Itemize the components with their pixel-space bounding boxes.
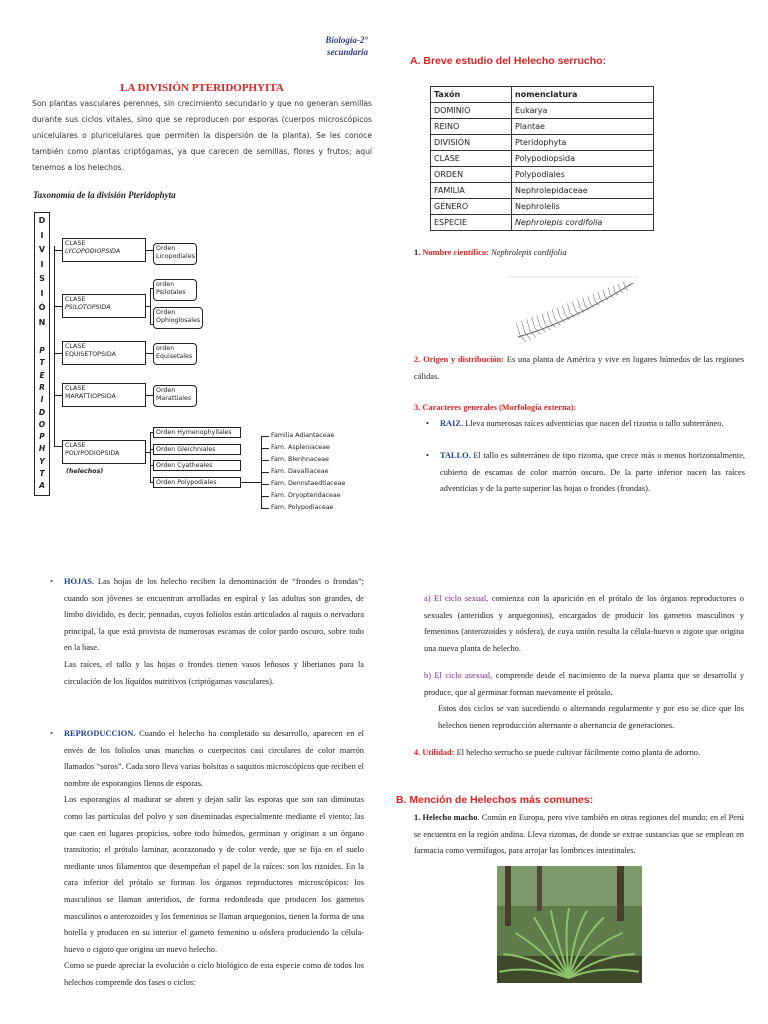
fern-leaflet xyxy=(516,323,520,335)
reproduccion-label: REPRODUCCION. xyxy=(64,729,136,738)
origin-text: Es una planta de América y vive en lugares húmedos de las regiones cálidas. xyxy=(414,355,745,381)
raiz-label: RAIZ. xyxy=(440,419,464,428)
family-item: Fam. Aspleniaceae xyxy=(271,444,330,451)
hojas-label: HOJAS. xyxy=(64,577,95,586)
intro-paragraph: Son plantas vasculares perennes, sin crecimiento secundario y que no generan semillas durante sus ciclos vitales, sino que se reproducen por esporas (cuerpos microscópicos unicelulares o pluricelulares que permiten la dispersión de la planta). Se les conoce también como plantas criptógamas, ya que carecen de semillas, flores y frutos; aquí tenemos a los helechos. xyxy=(32,99,372,172)
ciclo-asexual-text-2: Estos dos ciclos se van sucediendo o alternando regularmente y por eso se dice que los helechos tienen reproducción alternante o alternancia de generaciones. xyxy=(438,704,744,730)
table-cell: Nephrolepidaceae xyxy=(512,183,654,199)
table-cell: REINO xyxy=(431,119,512,135)
division-letter: Ó xyxy=(38,303,46,312)
order-box: Orden Gleichniales xyxy=(153,444,241,455)
bullet-icon: • xyxy=(50,577,53,586)
division-letter: V xyxy=(38,245,46,254)
ciclo-sexual-block xyxy=(424,591,744,657)
table-row xyxy=(431,199,654,215)
tallo-block xyxy=(426,448,745,498)
family-item: Fam. Polypodiaceae xyxy=(271,504,334,511)
division-letter: N xyxy=(38,317,46,327)
pteridophyta-letter: Y xyxy=(39,456,45,466)
header-grade: secundaria xyxy=(326,47,368,57)
item-utility: 4. Utilidad: El helecho serrucho se puede cultivar fácilmente como planta de adorno. xyxy=(414,748,701,757)
table-row xyxy=(431,167,654,183)
fern-leaflet xyxy=(547,311,550,321)
taxonomy-title: Taxonomía de la división Pteridophyta xyxy=(33,190,176,200)
pteridophyta-letter: E xyxy=(39,370,45,380)
pteridophyta-letter: P xyxy=(39,346,45,355)
table-header-cell: Taxón xyxy=(431,87,512,103)
item-label: Caracteres generales (Morfología externa): xyxy=(422,403,577,412)
fern-leaflet xyxy=(572,302,575,311)
utility-text: El helecho serrucho se puede cultivar fácilmente como planta de adorno. xyxy=(456,748,701,757)
ciclo-asexual-text: comprende desde el nacimiento de la nueva planta que se desarrolla y produce, que al germinar forman nuevamente el prótalo. xyxy=(424,671,745,697)
fern-leaflet xyxy=(542,313,545,323)
fern-leaflet xyxy=(567,303,570,312)
order-box: orden Equisetales xyxy=(153,343,197,365)
table-row xyxy=(431,151,654,167)
tallo-text: El tallo es subterráneo de tipo rizoma, que crece más o menos horizontalmente, cubierto de escamas de color marrón oscuro. De la parte inferior nacen las raíces adventicias y de la parte superior las hojas o frondes (frondas). xyxy=(440,451,745,494)
raiz-text: Lleva numerosas raíces adventicias que nacen del rizoma o tallo subterráneo. xyxy=(465,419,724,428)
pteridophyta-letter: H xyxy=(38,444,46,454)
ciclo-sexual-label: a) El ciclo sexual, xyxy=(424,594,489,603)
family-item: Fam. Dryopteridaceae xyxy=(271,492,341,499)
class-label: CLASE xyxy=(65,385,86,392)
family-item: Fam. Blenhnaceae xyxy=(271,456,329,463)
class-label: CLASE xyxy=(65,296,86,303)
table-cell: Eukarya xyxy=(512,103,654,119)
table-cell: DIVISIÓN xyxy=(431,135,512,151)
ciclo-asexual-block xyxy=(424,668,744,734)
fern-leaflet xyxy=(562,305,565,314)
hojas-text-2: Las raíces, el tallo y las hojas o frondes tienen vasos leñosos y liberianos para la circulación de los líquidos nutritivos (criptógamas vasculares). xyxy=(64,659,364,686)
fern-leaflet xyxy=(598,292,600,299)
table-cell: GÉNERO xyxy=(431,199,512,215)
helecho-macho-label: Helecho macho xyxy=(422,813,478,822)
fern-leaflet xyxy=(603,290,605,297)
fern-leaflet xyxy=(527,319,530,330)
division-letter: I xyxy=(40,230,44,240)
family-item: Fam. Davalliaceae xyxy=(271,468,329,475)
table-cell: Plantae xyxy=(512,119,654,135)
item-characteristics: 3. Caracteres generales (Morfología externa): xyxy=(414,403,577,412)
order-box: Orden Hymenophyllales xyxy=(153,427,241,438)
reproduccion-text: Cuando el helecho ha completado su desarrollo, aparecen en el envés de los foliolos unas manchas o cuerpecitos casi circulares de color marrón llamados “soros”. Cada soro lleva varias bolsitas o saquitos microscópicos que reciben el nombre de esporangios llenos de esporas. xyxy=(64,729,365,788)
table-cell: FAMILIA xyxy=(431,183,512,199)
table-row xyxy=(431,135,654,151)
order-box: orden Psilotales xyxy=(153,279,197,301)
page-title: LA DIVISIÓN PTERIDOPHYITA xyxy=(120,82,284,94)
fern-leaflet xyxy=(593,294,595,301)
item-origin: 2. Origen y distribución: Es una planta de América y vive en lugares húmedos de las regiones cálidas. xyxy=(414,355,745,381)
table-cell: Pteridophyta xyxy=(512,135,654,151)
pteridophyta-letter: R xyxy=(39,382,45,392)
pteridophyta-letter: T xyxy=(39,469,45,478)
class-box-psilotopsida xyxy=(62,294,146,318)
class-label: CLASE xyxy=(65,442,86,449)
fern-leaflet xyxy=(618,284,620,290)
helecho-macho-block: 1. Helecho macho. Común en Europa, pero vive también en otras regiones del mundo; en el Perú se encuentra en la región andina. Lleva rizomas, de donde se extrae sustancias que se emplean en farmacia como vermífugos, para arrojar las lombrices intestinales. xyxy=(414,813,744,856)
division-letter: I xyxy=(40,288,44,298)
item-scientific-name: 1. Nombre científico: Nephrolepis cordifolia xyxy=(414,248,567,257)
pteridophyta-letter: D xyxy=(38,407,46,417)
family-item: Fam. Dennstaedtiaceae xyxy=(271,480,346,487)
order-box: Orden Polypodiales xyxy=(153,477,241,488)
hojas-block xyxy=(50,574,364,690)
bullet-icon: • xyxy=(50,729,53,738)
table-cell: Nephrolelis xyxy=(512,199,654,215)
fern-photo xyxy=(497,866,642,983)
table-cell: ESPECIE xyxy=(431,215,512,231)
table-cell: CLASE xyxy=(431,151,512,167)
reproduccion-text-2: Los esporangios al madurar se abren y dejan salir las esporas que son tan diminutas como las partículas del polvo y son diseminadas especialmente mediante el viento; las que caen en lugares propicios, sobre todo húmedos, germinan y originan a un órgano transitorio; el prótalo laminar, acorazonado y de color verde, que se fija en el suelo mediante unos filamentos que desempeñan el papel de la raíces: son los rizoides. En la cara inferior del prótalo se forman los órganos reproductores microscópicos: los masculinos se llaman anteridios, de forma redondeada que producen los gametos masculinos o anterozoides y los femeninos se llaman arquegonios, tienen la forma de una botella y producen en su interior el gameto femenino u oósfera produciendo la célula-huevo o cigoto que origina un nuevo helecho. xyxy=(64,795,364,954)
item-label: Nombre científico: xyxy=(422,248,489,257)
order-box: Orden Licopodiales xyxy=(153,243,197,265)
pteridophyta-letter: I xyxy=(40,395,44,405)
table-row xyxy=(431,183,654,199)
fern-leaflet xyxy=(625,287,628,290)
fern-leaflet xyxy=(623,282,625,287)
fern-leaflet xyxy=(552,309,555,319)
table-header-cell: nomenclatura xyxy=(512,87,654,103)
pteridophyta-letter: T xyxy=(39,358,45,368)
class-box-lycopodiopsida xyxy=(62,238,146,262)
section-b-title: B. Mención de Helechos más comunes: xyxy=(396,794,594,806)
class-label: CLASE xyxy=(65,343,86,350)
section-a-title: A. Breve estudio del Helecho serrucho: xyxy=(410,55,607,67)
class-label: CLASE xyxy=(65,240,86,247)
helecho-macho-text: . Común en Europa, pero vive también en otras regiones del mundo; en el Perú se encuentra en la región andina. Lleva rizomas, de donde se extrae sustancias que se emplean en farmacia como vermífugos, para arrojar las lombrices intestinales. xyxy=(414,813,744,856)
fern-leaflet xyxy=(557,307,560,316)
order-box: Orden Cyatheales xyxy=(153,460,241,471)
ciclo-sexual-text: comienza con la aparición en el prótalo de los órganos reproductores o sexuales (anteridios y arquegonios), encargados de producir los gametos masculinos y femeninos (anterozoides y oósfera), de cuya unión resulta la célula-huevo o zigote que origina una nueva planta de helecho. xyxy=(424,594,744,653)
header-tag xyxy=(306,34,368,58)
division-letter: I xyxy=(40,259,44,269)
class-note: (helechos) xyxy=(66,468,104,475)
class-name: LYCOPODIOPSIDA xyxy=(65,248,121,255)
pteridophyta-letter: P xyxy=(39,432,45,442)
fern-leaflet xyxy=(521,321,525,333)
table-cell: Nephrolepis cordifolia xyxy=(512,215,654,231)
order-box: Orden Marattiales xyxy=(153,385,197,407)
fern-illustration xyxy=(508,275,638,343)
fern-leaflet xyxy=(578,300,580,308)
class-name: EQUISETOPSIDA xyxy=(65,351,116,358)
item-label: Origen y distribución: xyxy=(423,355,505,364)
pteridophyta-letter: O xyxy=(38,419,46,429)
table-row xyxy=(431,119,654,135)
fern-leaflet xyxy=(583,298,585,306)
header-subject: Biología-2° xyxy=(325,35,368,45)
division-letter: S xyxy=(39,274,45,283)
fern-leaflet xyxy=(613,286,615,292)
fern-leaflet xyxy=(608,288,610,294)
table-row xyxy=(431,103,654,119)
item-label: Utilidad: xyxy=(422,748,455,757)
reproduccion-block xyxy=(50,726,365,992)
class-name: POLYPODIOPSIDA xyxy=(65,450,120,457)
table-row xyxy=(431,215,654,231)
table-cell: DOMINIO xyxy=(431,103,512,119)
table-cell: Polypodiopsida xyxy=(512,151,654,167)
order-box: Orden Ophioglosales xyxy=(153,307,203,329)
pteridophyta-letter: A xyxy=(39,481,45,491)
tallo-label: TALLO. xyxy=(440,451,471,460)
scientific-name: Nephrolepis cordifolia xyxy=(491,248,567,257)
reproduccion-text-3: Como se puede apreciar la evolución o ciclo biológico de esta especie como de todos los helechos comprende dos fases o ciclos: xyxy=(64,961,364,987)
fern-leaflet xyxy=(588,296,590,304)
class-name: MARATTIOPSIDA xyxy=(65,393,116,400)
hojas-text: Las hojas de los helecho reciben la denominación de “frondes o frondas”; cuando son jóvenes se encuentran arrolladas en espiral y las adultas son grandes, de limbo dividido, es decir, pennadas, cuyos foliolos están articulados al raquis o nervadura principal, la que está provista de numerosas escamas de color pardo oscuro, sobre todo en la base. xyxy=(64,577,364,653)
class-box-polypodiopsida xyxy=(62,440,146,464)
class-name: PSILOTOPSIDA xyxy=(65,304,111,311)
ciclo-asexual-label: b) El ciclo asexual, xyxy=(424,671,493,680)
taxonomy-diagram xyxy=(26,206,376,511)
fern-leaflet xyxy=(520,335,526,342)
table-cell: ORDEN xyxy=(431,167,512,183)
class-box-equisetopsida xyxy=(62,341,146,365)
bullet-icon: • xyxy=(426,451,429,460)
raiz-block xyxy=(426,416,745,433)
fern-leaflet xyxy=(532,317,535,328)
family-item: Familia Adiantaceae xyxy=(271,432,335,439)
division-letter: D xyxy=(38,216,46,225)
class-box-marattiopsida xyxy=(62,383,146,407)
table-cell: Polypodiales xyxy=(512,167,654,183)
fern-leaflet xyxy=(537,315,540,326)
bullet-icon: • xyxy=(426,419,429,428)
taxonomy-table xyxy=(430,86,654,231)
